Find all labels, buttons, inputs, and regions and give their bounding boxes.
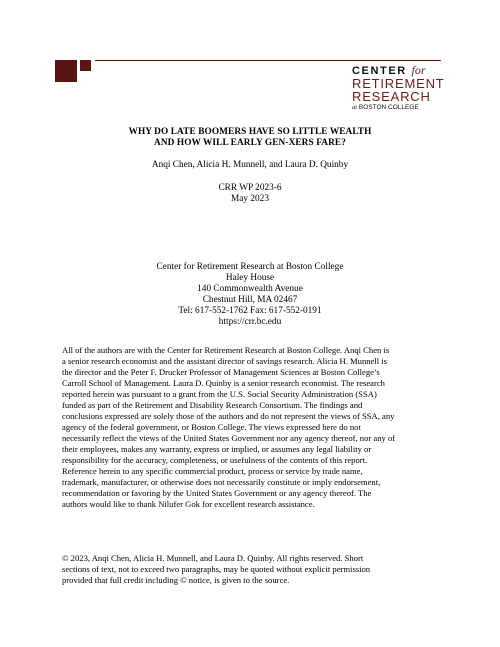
disclaimer-line: conclusions expressed are solely those of the authors and do not represent the views of SSA, any xyxy=(62,411,395,421)
logo-line-boston-college: at BOSTON COLLEGE xyxy=(352,104,419,111)
disclaimer-line: necessarily reflect the views of the United States Government nor any agency thereof, nor any of xyxy=(62,433,396,443)
disclaimer-line: funded as part of the Retirement and Disability Research Consortium. The findings and xyxy=(62,400,363,410)
crr-logo xyxy=(352,63,445,112)
contact-address xyxy=(45,262,455,328)
logo-line-research: RESEARCH xyxy=(352,89,431,104)
disclaimer-line: responsibility for the accuracy, completeness, or usefulness of the contents of this report. xyxy=(62,455,368,465)
copyright-paragraph xyxy=(62,553,446,586)
address-line: Chestnut Hill, MA 02467 xyxy=(202,295,298,305)
disclaimer-paragraph xyxy=(62,345,446,510)
address-line: Haley House xyxy=(225,273,275,283)
copyright-line: provided that full credit including © notice, is given to the source. xyxy=(62,575,290,585)
disclaimer-line: the director and the Peter F. Drucker Professor of Management Sciences at Boston College’s xyxy=(62,367,380,377)
copyright-line: © 2023, Anqi Chen, Alicia H. Munnell, and Laura D. Quinby. All rights reserved. Short xyxy=(62,553,364,563)
disclaimer-line: Carroll School of Management. Laura D. Quinby is a senior research economist. The research xyxy=(62,378,385,388)
disclaimer-line: a senior research economist and the assistant director of savings research. Alicia H. Munnell is xyxy=(62,356,388,366)
disclaimer-line: recommendation or favoring by the United States Government or any agency thereof. The xyxy=(62,488,372,498)
disclaimer-line: trademark, manufacturer, or otherwise does not necessarily constitute or imply endorsement, xyxy=(62,477,381,487)
header-rule xyxy=(95,60,441,61)
disclaimer-line: their employees, makes any warranty, express or implied, or assumes any legal liability or xyxy=(62,444,372,454)
working-paper-info xyxy=(45,183,455,205)
logo-square-large xyxy=(55,60,77,82)
copyright-line: sections of text, not to exceed two paragraphs, may be quoted without explicit permission xyxy=(62,564,371,574)
disclaimer-line: Reference herein to any specific commercial product, process or service by trade name, xyxy=(62,466,363,476)
paper-authors: Anqi Chen, Alicia H. Munnell, and Laura D. Quinby xyxy=(151,160,349,170)
address-line: 140 Commonwealth Avenue xyxy=(197,284,303,294)
disclaimer-line: authors would like to thank Nilufer Gok for excellent research assistance. xyxy=(62,499,315,509)
logo-line-center: CENTER for xyxy=(352,63,426,77)
logo-square-small xyxy=(80,60,91,71)
disclaimer-line: reported herein was pursuant to a grant from the U.S. Social Security Administration (SSA) xyxy=(62,389,377,399)
title-line-2: AND HOW WILL EARLY GEN-XERS FARE? xyxy=(154,138,346,148)
paper-title xyxy=(45,127,455,149)
disclaimer-line: All of the authors are with the Center for Retirement Research at Boston College. Anqi Chen is xyxy=(62,345,390,355)
disclaimer-line: agency of the federal government, or Boston College. The views expressed here do not xyxy=(62,422,361,432)
title-line-1: WHY DO LATE BOOMERS HAVE SO LITTLE WEALTH xyxy=(128,127,372,137)
logo-line-retirement: RETIREMENT xyxy=(352,76,445,91)
address-line: Tel: 617-552-1762 Fax: 617-552-0191 xyxy=(178,306,322,316)
working-paper-number: CRR WP 2023-6 xyxy=(218,183,282,193)
address-line: Center for Retirement Research at Boston College xyxy=(156,262,344,272)
address-url[interactable]: https://crr.bc.edu xyxy=(218,317,282,327)
working-paper-date: May 2023 xyxy=(231,194,269,204)
